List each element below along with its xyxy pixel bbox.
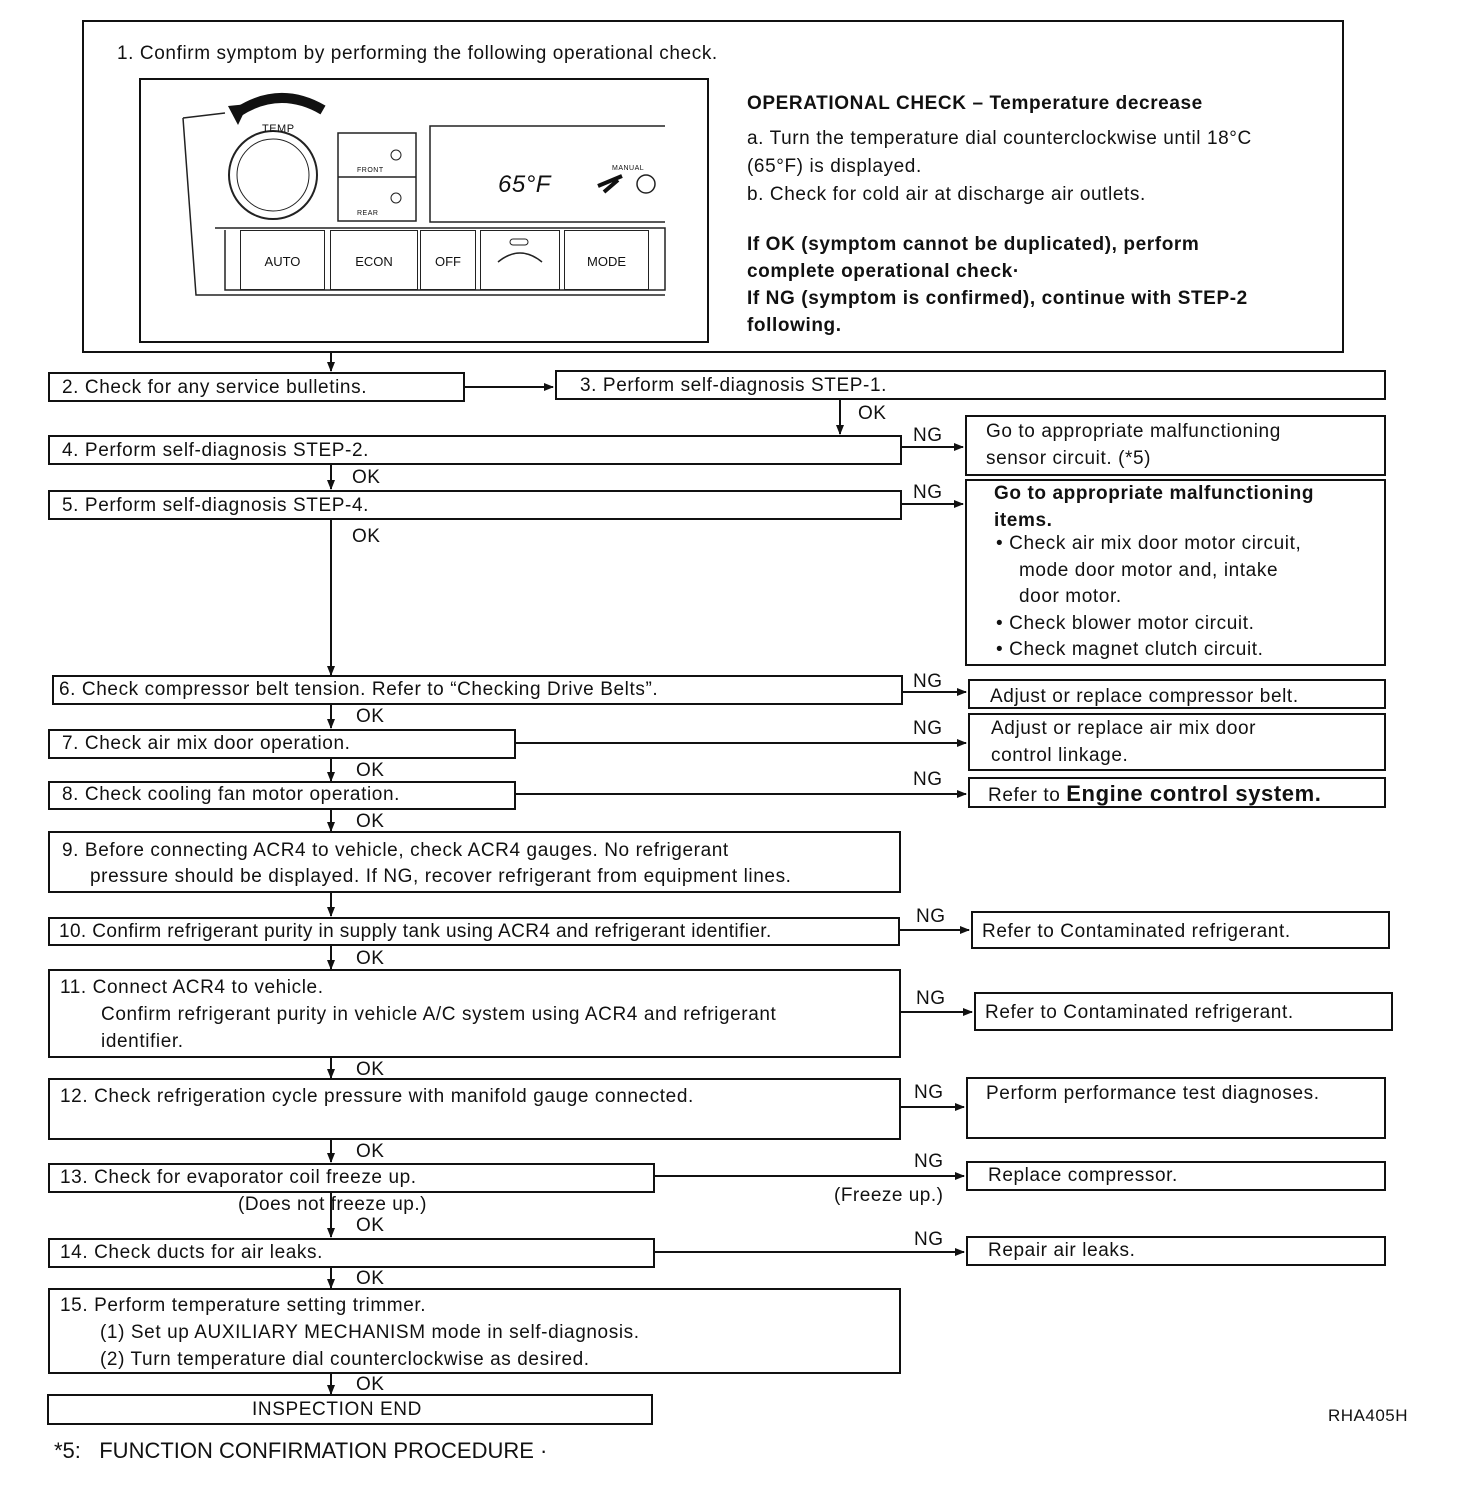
result8-text xyxy=(988,780,1322,809)
step2-text: 2. Check for any service bulletins. xyxy=(62,377,368,398)
ng-label-6: NG xyxy=(913,671,943,692)
result4-line1: Go to appropriate malfunctioning xyxy=(986,421,1281,442)
step7-text: 7. Check air mix door operation. xyxy=(62,733,351,754)
result7-line2: control linkage. xyxy=(991,745,1129,766)
econ-button: ECON xyxy=(330,230,418,290)
result8-prefix: Refer to xyxy=(988,785,1067,806)
result5-line4: mode door motor and, intake xyxy=(1019,560,1279,581)
ok-label-13: OK xyxy=(356,1215,385,1236)
panel-temp-label: TEMP xyxy=(262,123,295,135)
step10-text: 10. Confirm refrigerant purity in supply tank using ACR4 and refrigerant identifier. xyxy=(59,921,772,942)
figure-code: RHA405H xyxy=(1328,1406,1409,1425)
ng-label-12: NG xyxy=(914,1082,944,1103)
ok-label-8: OK xyxy=(356,811,385,832)
inspection-end-text: INSPECTION END xyxy=(252,1399,422,1420)
step4-text: 4. Perform self-diagnosis STEP-2. xyxy=(62,440,370,461)
result5-line1: Go to appropriate malfunctioning xyxy=(994,483,1315,504)
step15-line2: (1) Set up AUXILIARY MECHANISM mode in self-diagnosis. xyxy=(100,1322,640,1343)
ok-label-12: OK xyxy=(356,1141,385,1162)
result13-text: Replace compressor. xyxy=(988,1165,1178,1186)
result11-text: Refer to Contaminated refrigerant. xyxy=(985,1002,1294,1023)
result5-line7: • Check magnet clutch circuit. xyxy=(996,639,1264,660)
step11-line1: 11. Connect ACR4 to vehicle. xyxy=(60,977,324,998)
op-a1: a. Turn the temperature dial counterclockwise until 18°C xyxy=(747,128,1252,149)
step15-line1: 15. Perform temperature setting trimmer. xyxy=(60,1295,427,1316)
footnote: *5: FUNCTION CONFIRMATION PROCEDURE · xyxy=(54,1438,548,1463)
panel-display-temp: 65°F xyxy=(498,171,551,198)
result5-line5: door motor. xyxy=(1019,586,1122,607)
step1-title: 1. Confirm symptom by performing the following operational check. xyxy=(117,43,718,64)
ng-label-7: NG xyxy=(913,718,943,739)
step8-text: 8. Check cooling fan motor operation. xyxy=(62,784,400,805)
freeze-label: (Freeze up.) xyxy=(834,1185,944,1206)
result12-text: Perform performance test diagnoses. xyxy=(986,1083,1320,1104)
ok-label-11: OK xyxy=(356,1059,385,1080)
ok-label-7: OK xyxy=(356,760,385,781)
step9-line2: pressure should be displayed. If NG, recover refrigerant from equipment lines. xyxy=(90,866,792,887)
panel-rear-label: REAR xyxy=(357,210,379,217)
result10-text: Refer to Contaminated refrigerant. xyxy=(982,921,1291,942)
step11-line3: identifier. xyxy=(101,1031,184,1052)
ok-label-14: OK xyxy=(356,1268,385,1289)
step12-text: 12. Check refrigeration cycle pressure with manifold gauge connected. xyxy=(60,1086,694,1107)
mode-button: MODE xyxy=(564,230,649,290)
ng-label-11: NG xyxy=(916,988,946,1009)
if-ok-2: complete operational check· xyxy=(747,261,1020,282)
ok-label-4: OK xyxy=(352,467,381,488)
ok-label-3: OK xyxy=(858,403,887,424)
no-freeze-label: (Does not freeze up.) xyxy=(238,1194,427,1215)
ng-label-4: NG xyxy=(913,425,943,446)
op-heading: OPERATIONAL CHECK – Temperature decrease xyxy=(747,93,1203,114)
step3-text: 3. Perform self-diagnosis STEP-1. xyxy=(580,375,888,396)
op-a2: (65°F) is displayed. xyxy=(747,156,922,177)
step15-line3: (2) Turn temperature dial counterclockwise as desired. xyxy=(100,1349,590,1370)
result5-line2: items. xyxy=(994,510,1053,531)
result7-line1: Adjust or replace air mix door xyxy=(991,718,1257,739)
ok-label-10: OK xyxy=(356,948,385,969)
step11-line2: Confirm refrigerant purity in vehicle A/C system using ACR4 and refrigerant xyxy=(101,1004,777,1025)
auto-button: AUTO xyxy=(240,230,325,290)
ng-label-5: NG xyxy=(913,482,943,503)
result6-text: Adjust or replace compressor belt. xyxy=(990,686,1299,707)
step9-line1: 9. Before connecting ACR4 to vehicle, check ACR4 gauges. No refrigerant xyxy=(62,840,729,861)
ng-label-10: NG xyxy=(916,906,946,927)
ok-label-15: OK xyxy=(356,1374,385,1395)
result4-line2: sensor circuit. (*5) xyxy=(986,448,1152,469)
step14-text: 14. Check ducts for air leaks. xyxy=(60,1242,323,1263)
if-ng-2: following. xyxy=(747,315,842,336)
panel-manual-label: MANUAL xyxy=(612,165,645,172)
op-b: b. Check for cold air at discharge air outlets. xyxy=(747,184,1146,205)
result14-text: Repair air leaks. xyxy=(988,1240,1136,1261)
step6-text: 6. Check compressor belt tension. Refer to “Checking Drive Belts”. xyxy=(59,679,659,700)
panel-front-label: FRONT xyxy=(357,167,384,174)
result5-line6: • Check blower motor circuit. xyxy=(996,613,1255,634)
step13-text: 13. Check for evaporator coil freeze up. xyxy=(60,1167,417,1188)
result5-line3: • Check air mix door motor circuit, xyxy=(996,533,1302,554)
ng-label-14: NG xyxy=(914,1229,944,1250)
ok-label-6: OK xyxy=(356,706,385,727)
if-ok-1: If OK (symptom cannot be duplicated), perform xyxy=(747,234,1200,255)
off-button: OFF xyxy=(420,230,476,290)
ng-label-8: NG xyxy=(913,769,943,790)
ok-label-5: OK xyxy=(352,526,381,547)
step5-text: 5. Perform self-diagnosis STEP-4. xyxy=(62,495,370,516)
ng-label-13: NG xyxy=(914,1151,944,1172)
if-ng-1: If NG (symptom is confirmed), continue with STEP-2 xyxy=(747,288,1248,309)
result8-emphasis: Engine control system. xyxy=(1066,781,1322,806)
